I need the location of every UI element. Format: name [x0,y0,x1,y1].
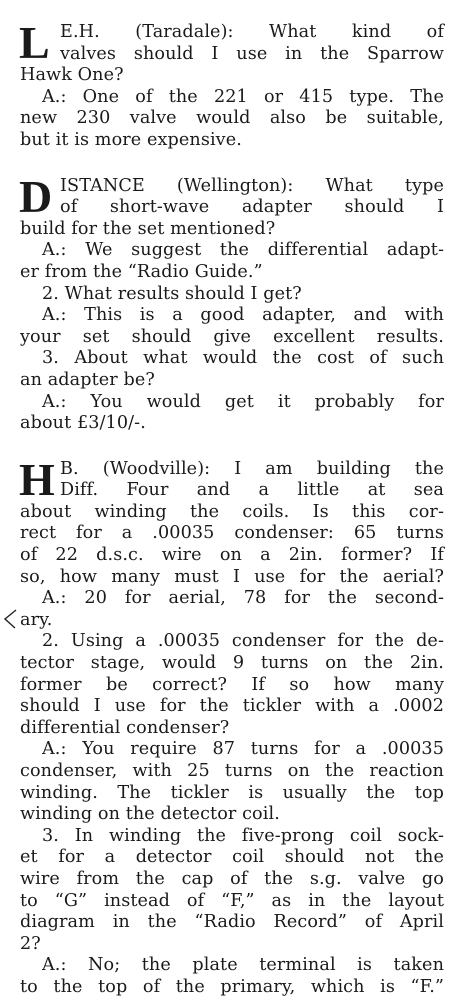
answer-line: ary. [20,609,53,630]
question-line: 2? [20,933,41,954]
answer-line: A.: You require 87 turns for a .00035 [42,739,444,760]
question-line: E.H. (Taradale): What kind of [60,22,444,42]
question-line: to “G” instead of “F,” as in the layout [20,890,444,911]
answer-line: new 230 valve would also be suitable, [20,108,444,129]
question-line: so, how many must I use for the aerial? [20,566,444,587]
margin-tick-mark [2,608,18,630]
question-line: should I use for the tickler with a .0002 [20,696,444,717]
question-line: ISTANCE (Wellington): What type [60,175,444,196]
answer-line: A.: One of the 221 or 415 type. The [42,86,444,107]
question-line: B. (Woodville): I am building the [60,458,444,479]
question-line: build for the set mentioned? [20,218,276,239]
answer-line: er from the “Radio Guide.” [20,261,263,282]
question-hb [19,453,444,999]
question-line: an adapter be? [20,369,155,390]
question-line: about winding the coils. Is this cor- [20,501,444,522]
question-line: Diff. Four and a little at sea [60,480,444,501]
answer-line: A.: 20 for aerial, 78 for the second- [42,588,444,609]
question-line: wire from the cap of the s.g. valve go [20,868,444,889]
answer-line: winding. The tickler is usually the top [20,782,444,803]
answer-line: about £3/10/-. [20,413,146,434]
answer-line: but it is more expensive. [20,129,242,150]
question-line: 3. About what would the cost of such [42,348,444,369]
answer-line: A.: This is a good adapter, and with [42,305,444,326]
answer-line: to the top of the primary, which is “F.” [20,976,444,997]
question-line: of short-wave adapter should I [60,197,444,218]
question-line: valves should I use in the Sparrow [60,43,444,64]
qa-column [19,17,444,999]
question-line: et for a detector coil should not the [20,847,444,868]
answer-line: winding on the detector coil. [20,804,280,825]
drop-cap: H [19,453,55,505]
question-line: tector stage, would 9 turns on the 2in. [20,653,444,674]
question-line: former be correct? If so how many [20,674,444,695]
question-line: 3. In winding the five-prong coil sock- [42,825,444,846]
answer-line: A.: We suggest the differential adapt- [42,240,444,261]
question-line: 2. Using a .00035 condenser for the de- [42,631,444,652]
question-line: diagram in the “Radio Record” of April [20,912,444,933]
drop-cap: D [19,170,53,222]
answer-line: A.: You would get it probably for [42,391,444,412]
question-line: rect for a .00035 condenser: 65 turns [20,523,444,544]
answer-line: A.: No; the plate terminal is taken [42,955,444,976]
question-line: of 22 d.s.c. wire on a 2in. former? If [20,545,444,566]
question-line: 2. What results should I get? [42,283,302,304]
question-line: differential condenser? [20,717,230,738]
question-leh [19,17,444,152]
answer-line: your set should give excellent results. [20,326,444,347]
question-line: Hawk One? [20,65,124,86]
drop-cap: L [19,17,50,68]
answer-line: condenser, with 25 turns on the reaction [20,761,444,781]
question-distance [19,170,444,435]
